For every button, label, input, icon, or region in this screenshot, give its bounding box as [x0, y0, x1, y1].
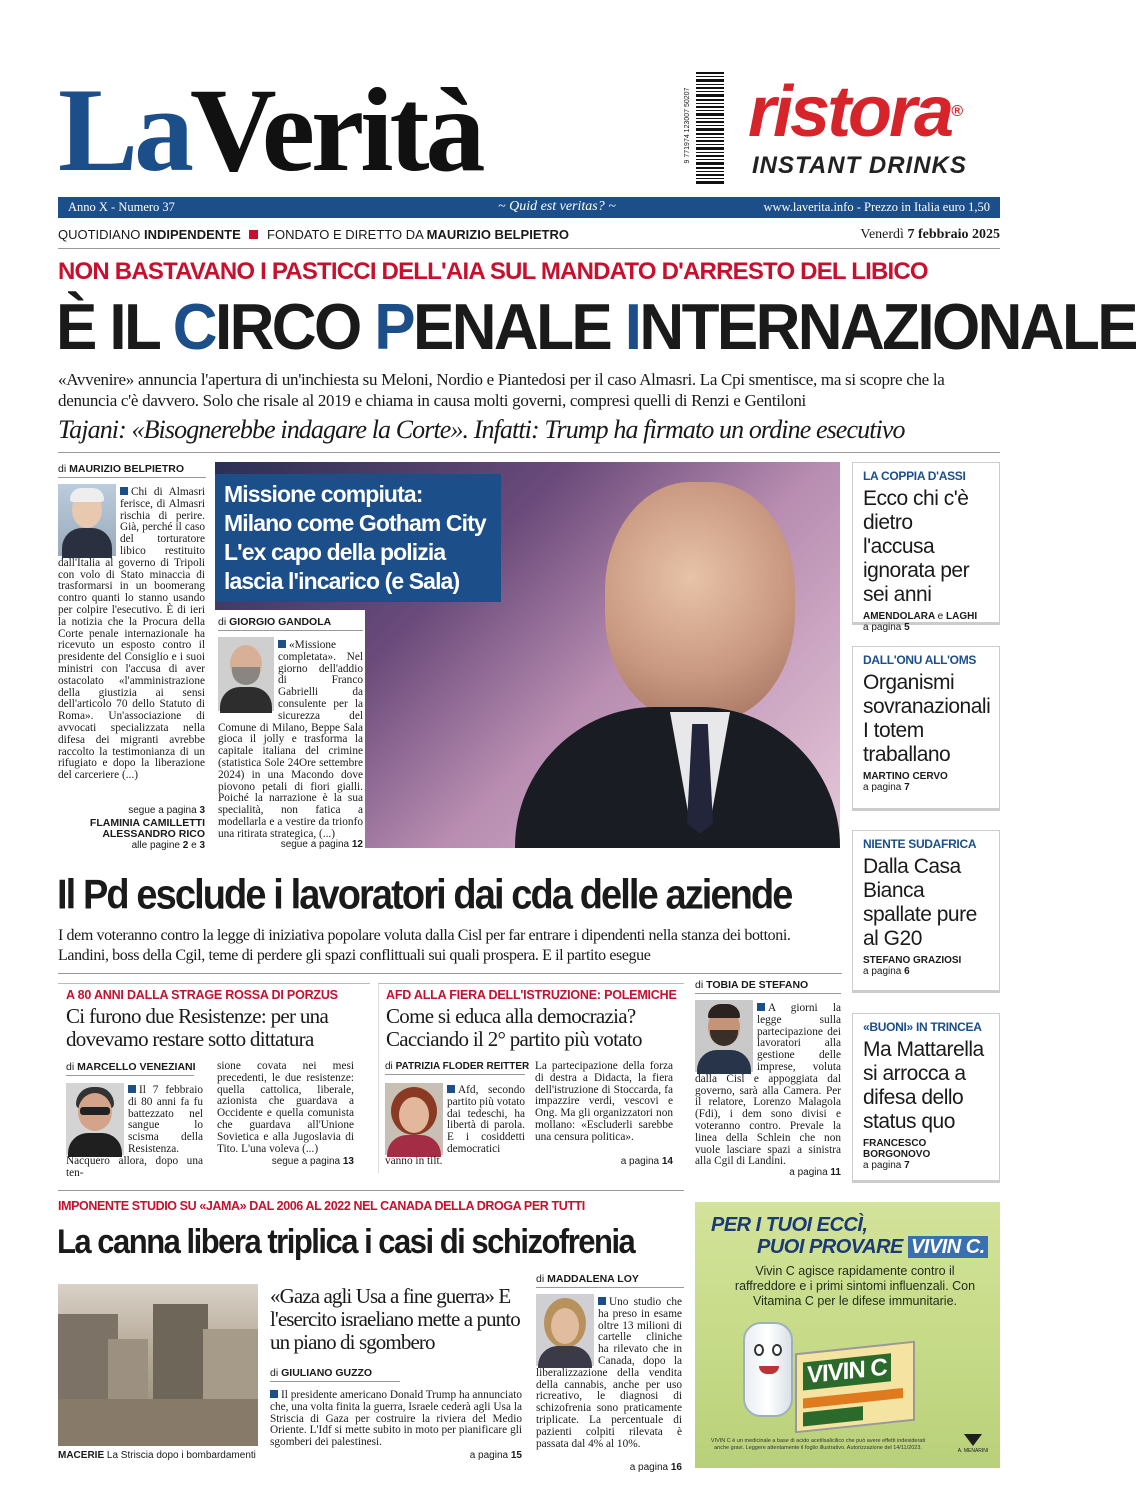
separator-square-icon	[249, 230, 258, 239]
sidebar-box-4[interactable]: «BUONI» IN TRINCEA Ma Mattarella si arrocca a difesa dello status quo FRANCESCO BORGONOVO a pagina 7	[852, 1013, 1000, 1183]
ristora-tagline: INSTANT DRINKS	[752, 152, 967, 179]
lead-kicker: NON BASTAVANO I PASTICCI DELL'AIA SUL MANDATO D'ARRESTO DEL LIBICO	[58, 258, 928, 285]
gaza-caption: MACERIE La Striscia dopo i bombardamenti	[58, 1450, 256, 1461]
masthead-logo	[58, 63, 578, 196]
jama-text: Uno studio che ha preso in esame oltre 13 milioni di cartelle cliniche ha rilevato che in Canada, dopo la liberalizzazione della vendita della cannabis, anche per uso ricreativo, le diagnosi di schizofrenia sono praticamente triplicate. La percentuale di pazienti colpiti rilevata è passata dal 4% al 10%.	[536, 1296, 682, 1450]
masthead-subline: QUOTIDIANO INDIPENDENTE FONDATO E DIRETTO DA MAURIZIO BELPIETRO Venerdì 7 febbraio 2025	[58, 227, 1000, 242]
jama-headline[interactable]: La canna libera triplica i casi di schizofrenia	[57, 1222, 635, 1261]
gaza-title[interactable]: «Gaza agli Usa a fine guerra» E l'esercito israeliano mette a punto un piano di sgombero	[270, 1284, 520, 1354]
text-square-icon	[598, 1297, 606, 1305]
site-price[interactable]: www.laverita.info - Prezzo in Italia euro 1,50	[763, 200, 990, 214]
gaza-rubble-photo	[58, 1284, 258, 1446]
sidebar-box-3[interactable]: NIENTE SUDAFRICA Dalla Casa Bianca spallate pure al G20 STEFANO GRAZIOSI a pagina 6	[852, 830, 1000, 993]
masthead-rule	[58, 248, 1000, 249]
belpietro-text: Chi di Almasri ferisce, di Almasri rischia di perire. Già, perché il caso del torturatore libico restituito dall'Italia al governo di Tripoli con volo di Stato minaccia di trasformarsi in un boomerang contro quanti lo stanno usando per colpire l'esecutivo. È di ieri la notizia che la Procura della Corte penale internazionale ha ricevuto un esposto contro il presidente del Consiglio e i suoi ministri con l'accusa di aver ostacolato «l'amministrazione della giustizia ai sensi dell'articolo 70 dello Statuto di Roma». Un'associazione di avvocati specializzata nella difesa dei migranti avrebbe raccolto la testimonianza di un rifugiato e dopo la liberazione del carceriere (...)	[58, 486, 205, 782]
lead-deck: «Avvenire» annuncia l'apertura di un'inchiesta su Meloni, Nordio e Piantedosi per il caso Almasri. La Cpi smentisce, ma si scopre che la denuncia c'è davvero. Solo che risale al 2019 e chiama in causa molti governi, compresi quelli di Renzi e Gentiloni	[58, 370, 945, 410]
masthead-band	[58, 197, 1000, 218]
lead-subdeck: Tajani: «Bisognerebbe indagare la Corte». Infatti: Trump ha firmato un ordine esecutivo	[58, 415, 905, 444]
barcode-number: 9 771974 123007 50207	[684, 87, 691, 164]
vivin-pack: VIVIN C	[795, 1341, 915, 1434]
gotham-seg[interactable]: segue a pagina 12	[280, 839, 363, 850]
porzus-title: Ci furono due Resistenze: per una dovevamo restare sotto dittatura	[66, 1004, 329, 1051]
gaza-text: Il presidente americano Donald Trump ha annunciato che, una volta finita la guerra, Israele cederà agli Usa la Striscia di Gaza per costruire la riviera del Medio Oriente. L'Idf si mette subito in moto per pianificare gli sgomberi dei palestinesi.	[270, 1389, 522, 1449]
anno-numero: Anno X - Numero 37	[68, 200, 175, 214]
vivin-fine-print: VIVIN C è un medicinale a base di acido acetilsalicilico che può avere effetti indesiderati anche gravi. Leggere attentamente il foglio illustrativo. Autorizzazione del 14/11/2023.	[710, 1438, 926, 1451]
gotham-byline: di GIORGIO GANDOLA	[218, 616, 363, 631]
porzus-text-b: sione covata nei mesi precedenti, le due resistenze: quella cattolica, liberale, azionista che guardava a Occidente e quella comunista che guardava all'Unione Sovietica e alla Jugoslavia di Tito. L'una voleva (...)	[217, 1060, 354, 1155]
jama-page[interactable]: a pagina 16	[629, 1462, 682, 1473]
pd-headline[interactable]: Il Pd esclude i lavoratori dai cda delle aziende	[57, 872, 792, 919]
menarini-logo-icon	[964, 1434, 982, 1446]
middle-rule	[58, 1190, 684, 1191]
text-square-icon	[278, 640, 286, 648]
vivin-c-ad[interactable]	[695, 1202, 1000, 1468]
logo-verita: Verità	[190, 63, 482, 196]
afd-text-a: Afd, secondo partito più votato dai tedeschi, ha libertà di parola. E i cosiddetti democratici vanno in tilt.	[385, 1084, 525, 1167]
porzus-byline: di MARCELLO VENEZIANI	[66, 1061, 194, 1076]
issue-date: Venerdì 7 febbraio 2025	[860, 227, 1000, 242]
logo-la: La	[58, 63, 191, 196]
text-square-icon	[447, 1085, 455, 1093]
vivin-h2-row: PUOI PROVARE VIVIN C.	[757, 1236, 988, 1259]
ristora-ad[interactable]	[748, 72, 1000, 187]
sidebar-box-1[interactable]: LA COPPIA D'ASSI Ecco chi c'è dietro l'accusa ignorata per sei anni AMENDOLARA e LAGHI a pagina 5	[852, 462, 1000, 625]
lead-rule	[58, 452, 1000, 453]
afd-text-b: La partecipazione della forza di destra a Didacta, la fiera dell'istruzione di Stoccarda, fa impazzire verdi, vescovi e Ong. Ma gli organizzatori non mollano: «Escluderli sarebbe una censura politica».	[535, 1060, 673, 1143]
menarini-logo: A. MENARINI	[953, 1434, 993, 1462]
gaza-page[interactable]: a pagina 15	[469, 1450, 522, 1461]
afd-box[interactable]: AFD ALLA FIERA DELL'ISTRUZIONE: POLEMICHE Come si educa alla democrazia? Cacciando il 2° partito più votato	[378, 983, 684, 1173]
lead-headline[interactable]: È IL CIRCO PENALE INTERNAZIONALE	[56, 291, 1136, 364]
motto-flourish-right-icon: ~	[608, 199, 616, 214]
porzus-box[interactable]: A 80 ANNI DALLA STRAGE ROSSA DI PORZUS Ci furono due Resistenze: per una dovevamo restare sotto dittatura	[58, 983, 370, 1173]
gotham-text: «Missione completata». Nel giorno dell'addio di Franco Gabrielli da consulente per la sicurezza del Comune di Milano, Beppe Sala gioca il jolly e trasforma la capitale italiana del crimine (statistica Sole 24Ore settembre 2024) in una Macondo dove piovono petali di fiori gialli. Poiché la narrazione è la sua specialità, non fatica a modellarla e a vestire da trionfo una ritirata strategica, (...)	[218, 639, 363, 840]
gotham-title: Missione compiuta: Milano come Gotham City L'ex capo della polizia lascia l'incarico (e Sala)	[224, 481, 486, 594]
motto: ~ Quid est veritas? ~	[498, 199, 616, 214]
pd-byline: di TOBIA DE STEFANO	[695, 979, 841, 994]
pd-rule	[58, 973, 842, 974]
afd-title: Come si educa alla democrazia? Cacciando il 2° partito più votato	[386, 1004, 642, 1051]
porzus-text-a: Il 7 febbraio di 80 anni fa fu battezzato nel sangue lo scisma della Resistenza. Nacquero allora, dopo una ten-	[66, 1084, 203, 1179]
afd-page[interactable]: a pagina 14	[620, 1156, 673, 1167]
barcode	[680, 72, 724, 187]
ristora-brand: ristora®	[748, 72, 963, 152]
vivin-h1: PER I TUOI ECCÌ,	[711, 1214, 868, 1236]
text-square-icon	[757, 1003, 765, 1011]
sidebar-box-2[interactable]: DALL'ONU ALL'OMS Organismi sovranazionali I totem traballano MARTINO CERVO a pagina 7	[852, 646, 1000, 811]
barcode-bars	[696, 72, 724, 187]
registered-mark: ®	[951, 103, 963, 120]
text-square-icon	[120, 487, 128, 495]
vivin-mascot-icon	[743, 1322, 793, 1417]
belpietro-coauthors[interactable]: FLAMINIA CAMILLETTI ALESSANDRO RICO alle pagine 2 e 3	[89, 817, 205, 851]
pd-deck: I dem voteranno contro la legge di iniziativa popolare voluta dalla Cisl per far entrare i dipendenti nella stanza dei bottoni. Landini, boss della Cgil, teme di perdere gli spazi conflittuali sui quali prospera. E il partito esegue	[58, 927, 791, 964]
afd-byline: di PATRIZIA FLODER REITTER	[385, 1061, 525, 1075]
motto-flourish-left-icon: ~	[498, 199, 506, 214]
text-square-icon	[270, 1390, 278, 1398]
belpietro-seg[interactable]: segue a pagina 3	[128, 805, 205, 816]
porzus-seg[interactable]: segue a pagina 13	[271, 1156, 354, 1167]
pd-page[interactable]: a pagina 11	[789, 1167, 841, 1178]
belpietro-byline: di MAURIZIO BELPIETRO	[58, 463, 206, 478]
jama-byline: di MADDALENA LOY	[536, 1273, 684, 1288]
vivin-body: Vivin C agisce rapidamente contro il raffreddore e i primi sintomi influenzali. Con Vitamina C per le difese immunitarie.	[734, 1264, 976, 1308]
gaza-byline: di GIULIANO GUZZO	[270, 1367, 400, 1382]
gotham-title-box[interactable]	[215, 474, 501, 602]
text-square-icon	[128, 1085, 136, 1093]
pd-text: A giorni la legge sulla partecipazione dei lavoratori alla gestione delle imprese, voluta dalla Cisl e appoggiata dal governo, sarà alla Camera. Per il relatore, Lorenzo Malagola (Fdi), i dem sono divisi e voteranno contro. Prevale la linea della Schlein che non vuole lasciare spazi a sinistra alla Cgil di Landini.	[695, 1002, 841, 1168]
jama-kicker: IMPONENTE STUDIO SU «JAMA» DAL 2006 AL 2022 NEL CANADA DELLA DROGA PER TUTTI	[58, 1199, 585, 1213]
